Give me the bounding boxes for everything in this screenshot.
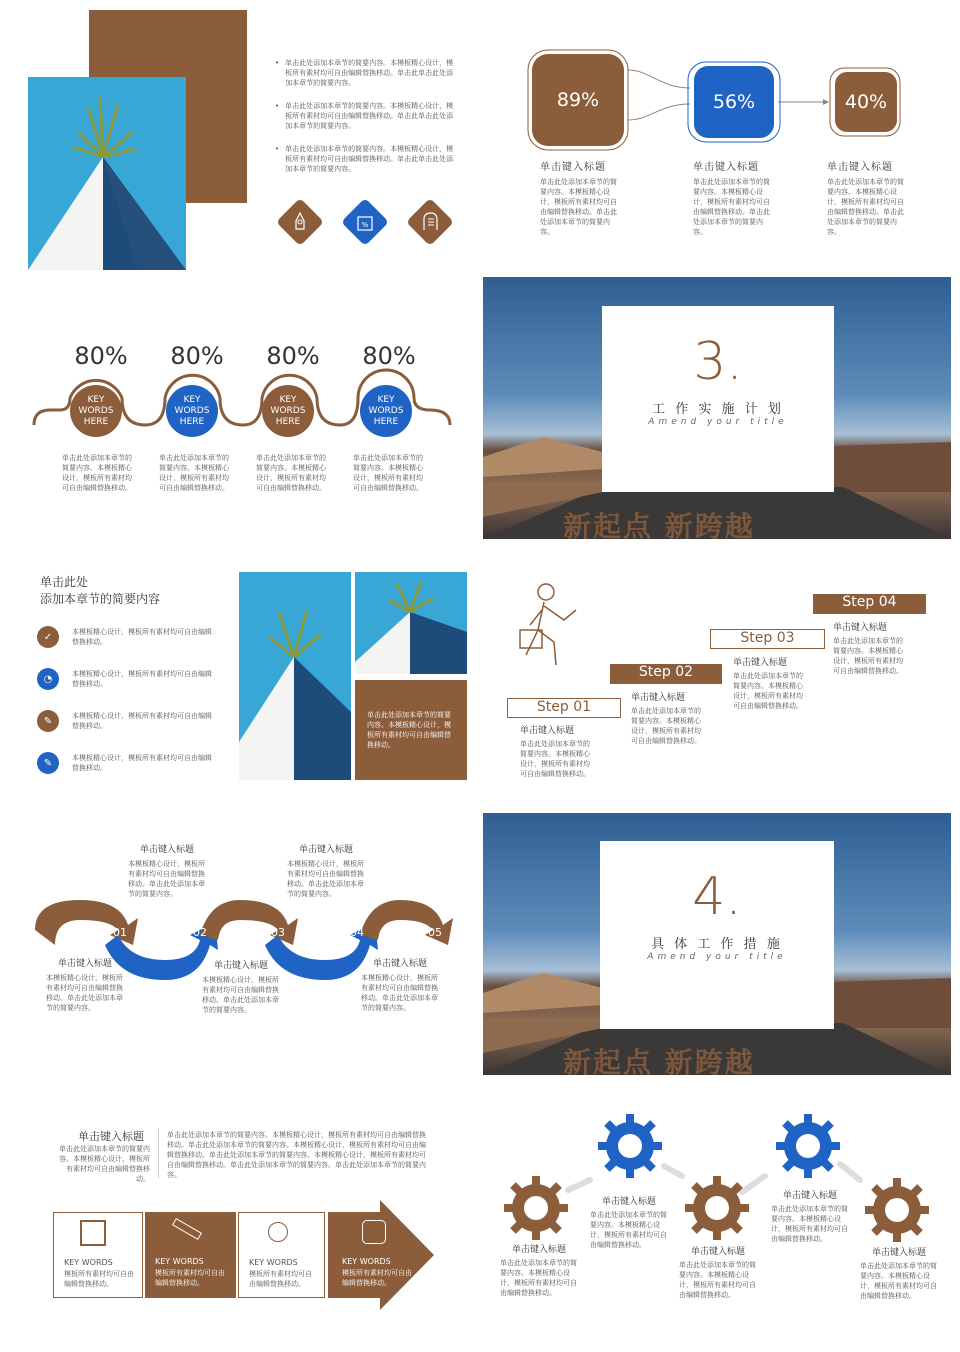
kw-card-2: KEY WORDS 模板所有素材均可自由编辑替换移动。 xyxy=(145,1212,236,1298)
kw-card-4: KEY WORDS 模板所有素材均可自由编辑替换移动。 xyxy=(342,1257,412,1287)
top-block-1: 单击键入标题 本模板精心设计，模板所有素材均可自由编辑替换移动。单击此处添加本章节的简要内容。 xyxy=(128,845,205,898)
keyword-circle-1: KEY WORDS HERE xyxy=(70,385,122,437)
slide9-title: 单击键入标题 xyxy=(78,1130,144,1143)
gear-text-1: 单击键入标题 单击此处添加本章节的简要内容。本模板精心设计，模板所有素材均可自由编辑替换移动。 xyxy=(500,1245,577,1297)
keyword-circle-4: KEY WORDS HERE xyxy=(360,385,412,437)
road-text: 新起点 新跨越 xyxy=(563,510,755,539)
gear-text-4: 单击键入标题 单击此处添加本章节的简要内容。本模板精心设计，模板所有素材均可自由编辑替换移动。 xyxy=(771,1191,848,1243)
step-num: 04 xyxy=(350,926,364,939)
top-block-2: 单击键入标题 本模板精心设计，模板所有素材均可自由编辑替换移动。单击此处添加本章节的简要内容。 xyxy=(287,845,364,898)
chat-icon: ◔ xyxy=(37,668,59,690)
metric-text-1: 单击键入标题 单击此处添加本章节的简要内容。本模板精心设计，模板所有素材均可自由编辑替换移动。单击此处添加本章节的简要内容。 xyxy=(540,162,617,236)
gear-text-2: 单击键入标题 单击此处添加本章节的简要内容。本模板精心设计，模板所有素材均可自由编辑替换移动。 xyxy=(590,1197,667,1249)
planet-icon xyxy=(268,1222,288,1242)
kw-card-3: KEY WORDS 模板所有素材均可自由编辑替换移动。 xyxy=(238,1212,325,1298)
progress-item-1: 80% xyxy=(74,342,128,370)
rocket-glyph-icon xyxy=(283,205,317,239)
bag-glyph-icon xyxy=(348,205,382,239)
progress-text-2: 单击此处添加本章节的简要内容。本模板精心设计，模板所有素材均可自由编辑替换移动。 xyxy=(159,454,229,492)
hexagon-icon xyxy=(362,1220,386,1244)
step-num: 01 xyxy=(113,926,127,939)
section-card: 3. 工 作 实 施 计 划 Amend your title xyxy=(602,306,834,492)
edit-icon: ✎ xyxy=(37,710,59,732)
step-01-label: Step 01 xyxy=(507,698,621,718)
metric-text-3: 单击键入标题 单击此处添加本章节的简要内容。本模板精心设计，模板所有素材均可自由编辑替换移动。单击此处添加本章节的简要内容。 xyxy=(827,162,904,236)
step-04-label: Step 04 xyxy=(813,594,926,614)
step-02-text: 单击键入标题 单击此处添加本章节的简要内容。本模板精心设计，模板所有素材均可自由编辑替换移动。 xyxy=(631,693,701,745)
bullet-item: • 单击此处添加本章节的简要内容。本模板精心设计，模板所有素材均可自由编辑替换移动。单击此单击此处添加本章节的简要内容。 xyxy=(275,102,454,130)
road-text: 新起点 新跨越 xyxy=(563,1046,755,1075)
slide-1 xyxy=(0,0,480,270)
bullet-item: • 单击此处添加本章节的简要内容。本模板精心设计，模板所有素材均可自由编辑替换移动。单击此单击此处添加本章节的简要内容。 xyxy=(275,59,454,87)
info-box: 单击此处添加本章节的简要内容。本模板精心设计，模板所有素材均可自由编辑替换移动。 xyxy=(355,680,467,780)
check-icon: ✓ xyxy=(37,626,59,648)
item-text: 本模板精心设计，模板所有素材均可自由编辑替换移动。 xyxy=(72,670,212,688)
bottom-block-3: 单击键入标题 本模板精心设计，模板所有素材均可自由编辑替换移动。单击此处添加本章节的简要内容。 xyxy=(361,959,438,1012)
slide-3 xyxy=(0,270,480,540)
document-edit-icon: ✎ xyxy=(37,752,59,774)
step-04-text: 单击键入标题 单击此处添加本章节的简要内容。本模板精心设计，模板所有素材均可自由编辑替换移动。 xyxy=(833,623,903,675)
slide-5 xyxy=(0,540,480,810)
svg-text:%: % xyxy=(361,221,369,229)
plant-photo xyxy=(28,77,186,270)
step-03-text: 单击键入标题 单击此处添加本章节的简要内容。本模板精心设计，模板所有素材均可自由编辑替换移动。 xyxy=(733,658,803,710)
step-num: 02 xyxy=(193,926,207,939)
metric-box-2: 56% xyxy=(694,66,774,138)
bullet-item: • 单击此处添加本章节的简要内容。本模板精心设计，模板所有素材均可自由编辑替换移动。单击此单击此处添加本章节的简要内容。 xyxy=(275,145,454,173)
head-glyph-icon xyxy=(413,205,447,239)
bottom-block-1: 单击键入标题 本模板精心设计，模板所有素材均可自由编辑替换移动。单击此处添加本章节的简要内容。 xyxy=(46,959,123,1012)
slide-2 xyxy=(480,0,960,270)
wave-line xyxy=(0,270,480,470)
plant-photo-small xyxy=(355,572,467,674)
slide9-right-text: 单击此处添加本章节的简要内容。本模板精心设计，模板所有素材均可自由编辑替换移动。单击此处添加本章节的简要内容。本模板精心设计，模板所有素材均可自由编辑替换移动。单击此处添加本章节的简要内容。本模板精心设计，模板所有素材均可自由编辑替换移动。单击此处添加本章节的简要内容。单击此处添加本章节的简要内容。 xyxy=(167,1131,426,1179)
slide5-heading: 单击此处 添加本章节的简要内容 xyxy=(40,575,161,606)
item-text: 本模板精心设计，模板所有素材均可自由编辑替换移动。 xyxy=(72,712,212,730)
progress-item-3: 80% xyxy=(266,342,320,370)
keyword-circle-2: KEY WORDS HERE xyxy=(166,385,218,437)
snake-arrow xyxy=(0,810,480,1080)
step-num: 05 xyxy=(428,926,442,939)
slide-9 xyxy=(0,1080,480,1352)
divider xyxy=(158,1128,159,1178)
step-num: 03 xyxy=(271,926,285,939)
bottom-block-2: 单击键入标题 本模板精心设计，模板所有素材均可自由编辑替换移动。单击此处添加本章节的简要内容。 xyxy=(202,961,279,1014)
gear-chain xyxy=(480,1080,960,1352)
slide-10 xyxy=(480,1080,960,1352)
metric-box-1: 89% xyxy=(532,54,624,146)
document-icon xyxy=(80,1220,106,1246)
section-3-slide xyxy=(483,277,951,539)
section-4-slide xyxy=(483,813,951,1075)
progress-text-3: 单击此处添加本章节的简要内容。本模板精心设计，模板所有素材均可自由编辑替换移动。 xyxy=(256,454,326,492)
item-text: 本模板精心设计，模板所有素材均可自由编辑替换移动。 xyxy=(72,628,212,646)
item-text: 本模板精心设计，模板所有素材均可自由编辑替换移动。 xyxy=(72,754,212,772)
gear-text-3: 单击键入标题 单击此处添加本章节的简要内容。本模板精心设计，模板所有素材均可自由编辑替换移动。 xyxy=(679,1247,756,1299)
bullet-list xyxy=(275,58,455,174)
slide-7 xyxy=(0,810,480,1080)
running-man-icon xyxy=(516,580,596,680)
step-02-label: Step 02 xyxy=(610,664,722,684)
progress-text-1: 单击此处添加本章节的简要内容。本模板精心设计，模板所有素材均可自由编辑替换移动。 xyxy=(62,454,132,492)
keyword-circle-3: KEY WORDS HERE xyxy=(262,385,314,437)
metric-box-3: 40% xyxy=(835,72,897,132)
gear-text-5: 单击键入标题 单击此处添加本章节的简要内容。本模板精心设计，模板所有素材均可自由编辑替换移动。 xyxy=(860,1248,937,1300)
progress-item-2: 80% xyxy=(170,342,224,370)
slide9-left-text: 单击此处添加本章节的简要内容。本模板精心设计，模板所有素材均可自由编辑替换移动。 xyxy=(59,1145,150,1183)
kw-card-1: KEY WORDS 模板所有素材均可自由编辑替换移动。 xyxy=(53,1212,143,1298)
progress-item-4: 80% xyxy=(362,342,416,370)
plant-photo-tall xyxy=(239,572,351,780)
progress-text-4: 单击此处添加本章节的简要内容。本模板精心设计，模板所有素材均可自由编辑替换移动。 xyxy=(353,454,423,492)
section-card: 4. 具 体 工 作 措 施 Amend your title xyxy=(600,841,834,1029)
step-03-label: Step 03 xyxy=(710,629,825,649)
step-01-text: 单击键入标题 单击此处添加本章节的简要内容。本模板精心设计，模板所有素材均可自由编辑替换移动。 xyxy=(520,726,590,778)
metric-text-2: 单击键入标题 单击此处添加本章节的简要内容。本模板精心设计，模板所有素材均可自由编辑替换移动。单击此处添加本章节的简要内容。 xyxy=(693,162,770,236)
slide-6 xyxy=(480,540,960,810)
